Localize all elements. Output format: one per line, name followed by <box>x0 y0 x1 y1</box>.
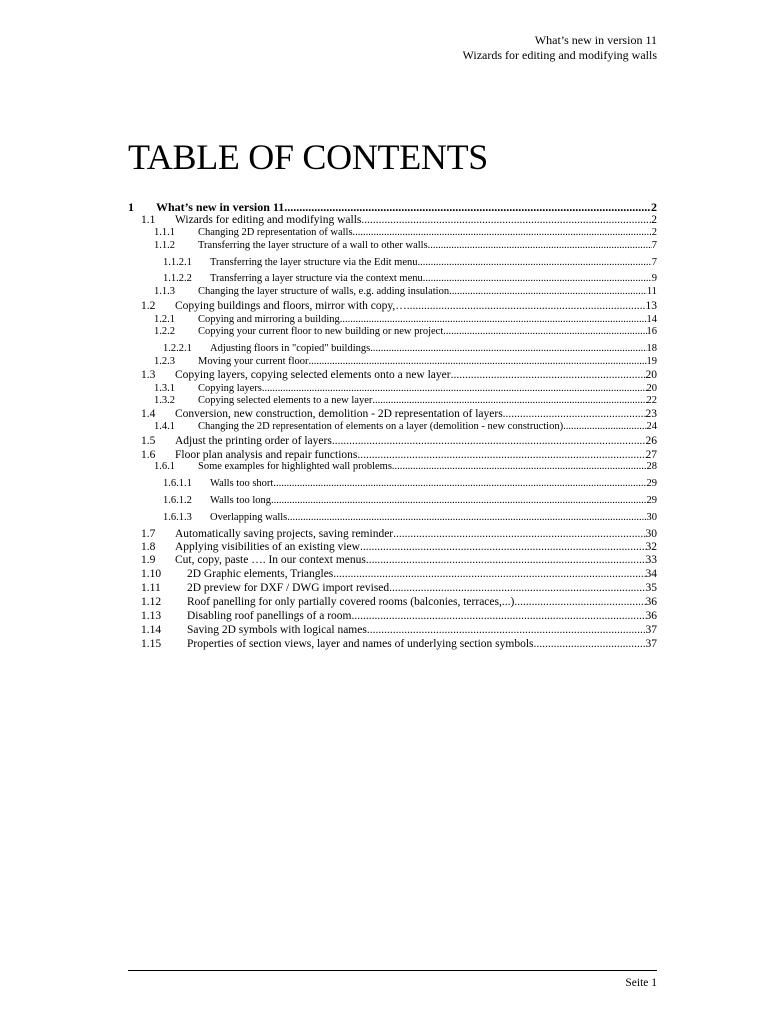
toc-entry-page: 23 <box>645 408 657 420</box>
toc-entry-title: Transferring the layer structure via the Edit menu <box>210 257 418 268</box>
toc-entry-number: 1.3.2 <box>154 395 175 406</box>
toc-entry-number: 1.9 <box>141 554 156 566</box>
toc-dot-leader <box>361 214 651 227</box>
toc-entry-title: Conversion, new construction, demolition - 2D representation of layers <box>175 408 503 420</box>
toc-entry-number: 1.1.2.2 <box>163 273 192 284</box>
toc-entry-number: 1.11 <box>141 582 161 594</box>
toc-entry-page: 22 <box>646 395 657 406</box>
toc-dot-leader <box>392 461 647 473</box>
toc-entry-title: Transferring a layer structure via the context menu <box>210 273 423 284</box>
toc-entry-number: 1.1.1 <box>154 227 175 238</box>
toc-dot-leader <box>451 369 646 382</box>
toc-dot-leader <box>407 300 646 313</box>
toc-entry-page: 14 <box>646 314 657 325</box>
toc-entry-title: Walls too long <box>210 495 271 506</box>
toc-dot-leader <box>514 596 645 609</box>
toc-dot-leader <box>534 638 646 651</box>
toc-entry-number: 1.2.3 <box>154 356 175 367</box>
toc-entry-title: Saving 2D symbols with logical names <box>187 624 367 636</box>
toc-entry-title: Applying visibilities of an existing view <box>175 541 360 553</box>
toc-entry-title: Roof panelling for only partially covered rooms (balconies, terraces,...) <box>187 596 515 608</box>
toc-dot-leader <box>367 624 646 637</box>
toc-entry-page: 2 <box>651 227 657 238</box>
toc-entry-number: 1.5 <box>141 435 156 447</box>
toc-dot-leader <box>443 326 646 338</box>
toc-entry-page: 35 <box>645 582 657 594</box>
toc-entry-page: 30 <box>646 512 657 523</box>
toc-dot-leader <box>563 421 646 433</box>
toc-entry-number: 1.2.2.1 <box>163 343 192 354</box>
toc-entry-page: 29 <box>646 478 657 489</box>
toc-entry-title: Copying buildings and floors, mirror with copy,… <box>175 300 407 312</box>
toc-entry-title: Changing the 2D representation of elements on a layer (demolition - new construction) <box>198 421 564 432</box>
toc-entry-number: 1.2 <box>141 300 156 312</box>
toc-dot-leader <box>428 240 652 252</box>
toc-entry-number: 1.3.1 <box>154 383 175 394</box>
toc-dot-leader <box>503 408 646 421</box>
toc-entry-title: Floor plan analysis and repair functions <box>175 449 358 461</box>
toc-entry-page: 2 <box>651 200 657 214</box>
toc-entry-number: 1.14 <box>141 624 162 636</box>
footer-divider <box>128 970 657 971</box>
toc-entry-title: 2D Graphic elements, Triangles <box>187 568 334 580</box>
toc-entry-title: Automatically saving projects, saving reminder <box>175 528 394 540</box>
toc-entry-number: 1.4.1 <box>154 421 175 432</box>
toc-entry-number: 1.10 <box>141 568 162 580</box>
toc-dot-leader <box>284 200 651 214</box>
toc-entry-number: 1.4 <box>141 408 156 420</box>
toc-entry-number: 1.2.2 <box>154 326 175 337</box>
toc-entry-number: 1.15 <box>141 638 162 650</box>
running-header <box>463 33 657 63</box>
toc-entry-page: 7 <box>651 257 657 268</box>
toc-dot-leader <box>372 395 646 407</box>
toc-entry-number: 1.1.2 <box>154 240 175 251</box>
toc-entry-title: Walls too short <box>210 478 274 489</box>
toc-dot-leader <box>393 528 645 541</box>
toc-entry-page: 28 <box>646 461 657 472</box>
toc-entry-page: 27 <box>645 449 657 461</box>
header-line-1: What’s new in version 11 <box>534 33 657 47</box>
toc-dot-leader <box>273 478 646 490</box>
toc-dot-leader <box>389 582 645 595</box>
toc-entry-page: 16 <box>646 326 657 337</box>
toc-entry-page: 11 <box>646 286 657 297</box>
toc-entry-title: Copying and mirroring a building <box>198 314 340 325</box>
toc-entry-page: 9 <box>651 273 657 284</box>
toc-entry-title: Transferring the layer structure of a wall to other walls <box>198 240 428 251</box>
toc-entry-title: Moving your current floor <box>198 356 309 367</box>
toc-entry-page: 37 <box>645 624 657 636</box>
toc-entry-page: 7 <box>651 240 657 251</box>
toc-dot-leader <box>287 512 646 524</box>
toc-entry-number: 1.12 <box>141 596 162 608</box>
toc-entry-title: What’s new in version 11 <box>156 200 285 214</box>
toc-entry-page: 13 <box>645 300 657 312</box>
toc-dot-leader <box>423 273 652 285</box>
toc-entry-number: 1 <box>128 200 134 214</box>
toc-entry-page: 26 <box>645 435 657 447</box>
toc-dot-leader <box>271 495 647 507</box>
toc-entry-title: Changing the layer structure of walls, e.g. adding insulation <box>198 286 450 297</box>
toc-entry-page: 33 <box>645 554 657 566</box>
toc-entry-page: 32 <box>645 541 657 553</box>
toc-dot-leader <box>360 541 646 554</box>
toc-entry-page: 20 <box>645 369 657 381</box>
toc-entry-title: Changing 2D representation of walls <box>198 227 353 238</box>
toc-dot-leader <box>366 554 646 567</box>
toc-entry-number: 1.1 <box>141 214 156 226</box>
toc-entry-title: 2D preview for DXF / DWG import revised <box>187 582 390 594</box>
toc-entry-number: 1.1.2.1 <box>163 257 192 268</box>
toc-entry-number: 1.6.1 <box>154 461 175 472</box>
toc-entry-title: Adjusting floors in "copied" buildings <box>210 343 371 354</box>
toc-dot-leader <box>340 314 647 326</box>
toc-entry-page: 19 <box>646 356 657 367</box>
toc-entry-number: 1.6 <box>141 449 156 461</box>
toc-dot-leader <box>370 343 646 355</box>
toc-entry-number: 1.6.1.2 <box>163 495 192 506</box>
toc-entry-page: 34 <box>645 568 657 580</box>
toc-entry-number: 1.7 <box>141 528 156 540</box>
toc-entry-page: 37 <box>645 638 657 650</box>
toc-entry-number: 1.3 <box>141 369 156 381</box>
toc-entry-number: 1.2.1 <box>154 314 175 325</box>
toc-entry-number: 1.8 <box>141 541 156 553</box>
toc-entry-number: 1.6.1.3 <box>163 512 192 523</box>
toc-entry-title: Wizards for editing and modifying walls <box>175 214 362 226</box>
toc-entry-title: Copying selected elements to a new layer <box>198 395 373 406</box>
toc-dot-leader <box>332 435 646 448</box>
toc-entry-page: 20 <box>646 383 657 394</box>
toc-entry-number: 1.13 <box>141 610 162 622</box>
toc-entry-title: Copying layers, copying selected elements onto a new layer <box>175 369 451 381</box>
page-number: Seite 1 <box>625 977 657 989</box>
toc-dot-leader <box>351 610 645 623</box>
toc-dot-leader <box>353 227 652 239</box>
toc-entry-number: 1.1.3 <box>154 286 175 297</box>
toc-entry-number: 1.6.1.1 <box>163 478 192 489</box>
page-title: TABLE OF CONTENTS <box>128 137 489 177</box>
header-line-2: Wizards for editing and modifying walls <box>462 48 657 62</box>
toc-dot-leader <box>449 286 647 298</box>
toc-entry-title: Some examples for highlighted wall problems <box>198 461 392 472</box>
toc-entry-title: Copying your current floor to new building or new project <box>198 326 444 337</box>
toc-dot-leader <box>262 383 647 395</box>
toc-entry-page: 18 <box>646 343 657 354</box>
toc-entry-title: Overlapping walls <box>210 512 288 523</box>
toc-dot-leader <box>309 356 647 368</box>
toc-entry-title: Cut, copy, paste …. In our context menus <box>175 554 366 566</box>
toc-entry-title: Adjust the printing order of layers <box>175 435 332 447</box>
toc-entry-page: 2 <box>651 214 657 226</box>
toc-entry-title: Disabling roof panellings of a room <box>187 610 352 622</box>
toc-entry-title: Copying layers <box>198 383 262 394</box>
toc-entry-page: 30 <box>645 528 657 540</box>
toc-dot-leader <box>418 257 652 269</box>
toc-entry-page: 36 <box>645 610 657 622</box>
toc-entry-page: 24 <box>646 421 657 432</box>
toc-dot-leader <box>333 568 645 581</box>
toc-entry-page: 29 <box>646 495 657 506</box>
toc-entry-title: Properties of section views, layer and names of underlying section symbols <box>187 638 534 650</box>
toc-entry-page: 36 <box>645 596 657 608</box>
